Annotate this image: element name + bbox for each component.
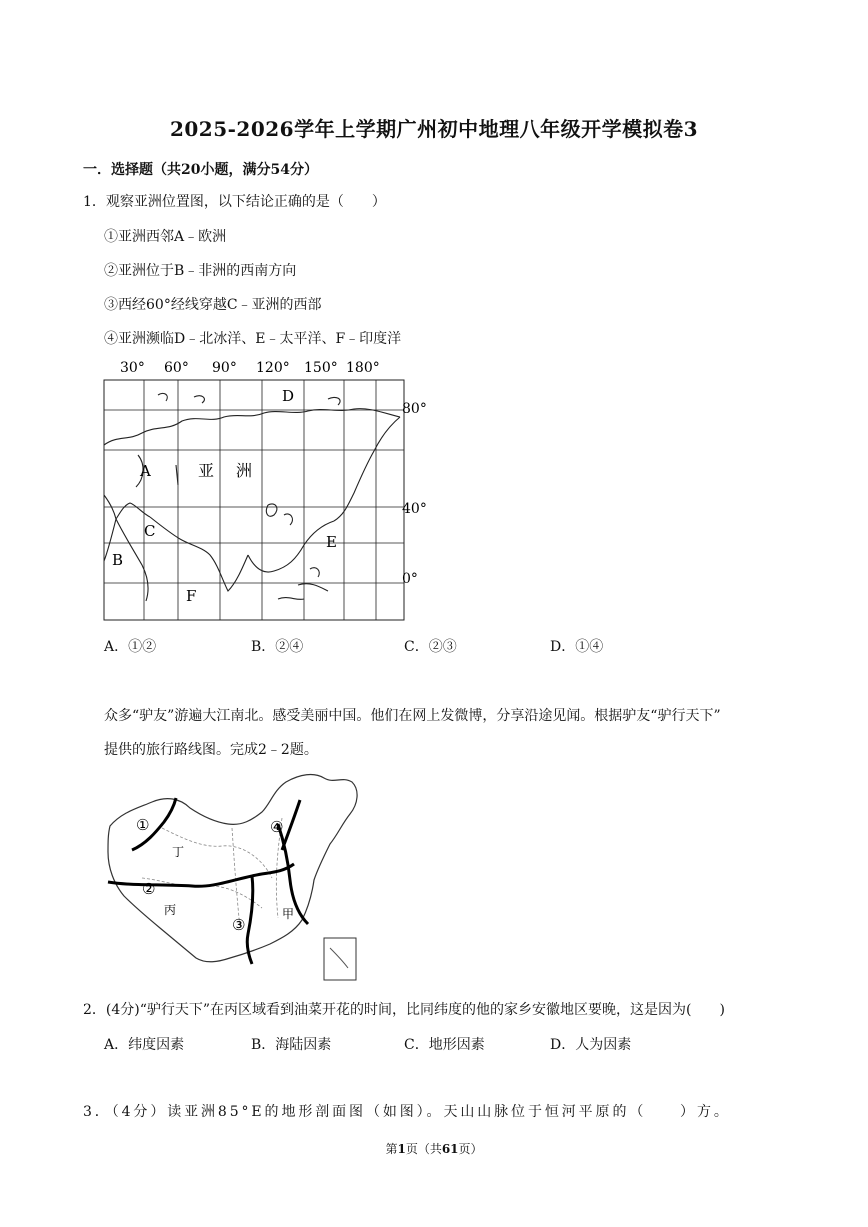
footer-prefix: 第 bbox=[385, 1142, 398, 1156]
q2-option-d[interactable] bbox=[550, 1034, 631, 1054]
region-label-e: E bbox=[326, 533, 337, 551]
q3-stem: 3．（4分）读亚洲85°E的地形剖面图（如图）。天山山脉位于恒河平原的（ ）方。 bbox=[83, 1104, 731, 1120]
footer-suffix: 页） bbox=[458, 1142, 483, 1156]
q1-option-c[interactable] bbox=[404, 636, 457, 656]
option-text: 海陆因素 bbox=[275, 1037, 332, 1053]
lon-label-90: 90° bbox=[212, 360, 237, 376]
q1-stem: 1．观察亚洲位置图，以下结论正确的是（ ） bbox=[83, 194, 386, 210]
region-label-d: D bbox=[282, 387, 295, 405]
footer-middle: 页（共 bbox=[405, 1142, 442, 1156]
option-letter: B． bbox=[251, 639, 276, 655]
route-label-2: ② bbox=[142, 880, 156, 898]
option-text: 纬度因素 bbox=[128, 1037, 185, 1053]
option-text: ②③ bbox=[428, 639, 457, 655]
lon-label-30: 30° bbox=[120, 360, 145, 376]
option-text: ②④ bbox=[275, 639, 304, 655]
option-letter: A． bbox=[104, 639, 129, 655]
lon-label-180: 180° bbox=[346, 360, 380, 376]
q1-statement-1: ①亚洲西邻A﹣欧洲 bbox=[104, 229, 227, 245]
option-text: ①② bbox=[128, 639, 157, 655]
option-text: 地形因素 bbox=[428, 1037, 485, 1053]
footer-page-number: 1 bbox=[397, 1142, 406, 1156]
lat-label-0: 0° bbox=[402, 571, 418, 587]
option-letter: B． bbox=[251, 1037, 276, 1053]
q1-statement-4: ④亚洲濒临D﹣北冰洋、E﹣太平洋、F﹣印度洋 bbox=[104, 331, 402, 347]
q2-option-a[interactable] bbox=[104, 1034, 184, 1054]
q1-statement-2: ②亚洲位于B﹣非洲的西南方向 bbox=[104, 263, 297, 279]
option-letter: D． bbox=[550, 1037, 576, 1053]
region-label-jia: 甲 bbox=[282, 907, 295, 921]
q2-option-c[interactable] bbox=[404, 1034, 485, 1054]
asia-location-map bbox=[98, 355, 438, 625]
lon-label-60: 60° bbox=[164, 360, 189, 376]
region-label-bing: 丙 bbox=[164, 903, 177, 917]
region-label-a: A bbox=[140, 462, 151, 480]
page-footer bbox=[0, 1140, 868, 1157]
route-label-3: ③ bbox=[232, 916, 246, 934]
route-label-4: ④ bbox=[270, 818, 284, 836]
q1-statement-3: ③西经60°经线穿越C﹣亚洲的西部 bbox=[104, 297, 322, 313]
passage-line-2: 提供的旅行路线图。完成2﹣2题。 bbox=[104, 742, 318, 758]
option-letter: C． bbox=[404, 639, 429, 655]
route-label-1: ① bbox=[136, 816, 150, 834]
passage-line-1: 众多“驴友”游遍大江南北。感受美丽中国。他们在网上发微博，分享沿途见闻。根据驴友“驴行天下” bbox=[104, 708, 721, 724]
region-label-c: C bbox=[144, 522, 156, 540]
q1-option-d[interactable] bbox=[550, 636, 603, 656]
china-route-map bbox=[102, 768, 372, 988]
lon-label-120: 120° bbox=[256, 360, 290, 376]
region-label-f: F bbox=[186, 587, 197, 605]
footer-total-pages: 61 bbox=[441, 1142, 459, 1156]
option-text: ①④ bbox=[575, 639, 604, 655]
lat-label-80: 80° bbox=[402, 401, 427, 417]
lon-label-150: 150° bbox=[304, 360, 338, 376]
region-label-b: B bbox=[112, 551, 124, 569]
region-label-ya: 亚 bbox=[198, 461, 215, 480]
q1-option-a[interactable] bbox=[104, 636, 156, 656]
option-text: 人为因素 bbox=[575, 1037, 632, 1053]
region-label-zhou: 洲 bbox=[236, 461, 253, 480]
option-letter: A． bbox=[104, 1037, 129, 1053]
q2-option-b[interactable] bbox=[251, 1034, 331, 1054]
option-letter: D． bbox=[550, 639, 576, 655]
lat-label-40: 40° bbox=[402, 501, 427, 517]
q1-option-b[interactable] bbox=[251, 636, 303, 656]
section-header: 一．选择题（共20小题，满分54分） bbox=[83, 162, 318, 178]
q2-stem: 2．(4分)“驴行天下”在丙区域看到油菜开花的时间，比同纬度的他的家乡安徽地区要晚，这是因为( ) bbox=[83, 1002, 725, 1018]
region-label-ding: 丁 bbox=[172, 845, 185, 859]
page-title: 2025-2026学年上学期广州初中地理八年级开学模拟卷3 bbox=[169, 117, 699, 141]
option-letter: C． bbox=[404, 1037, 429, 1053]
